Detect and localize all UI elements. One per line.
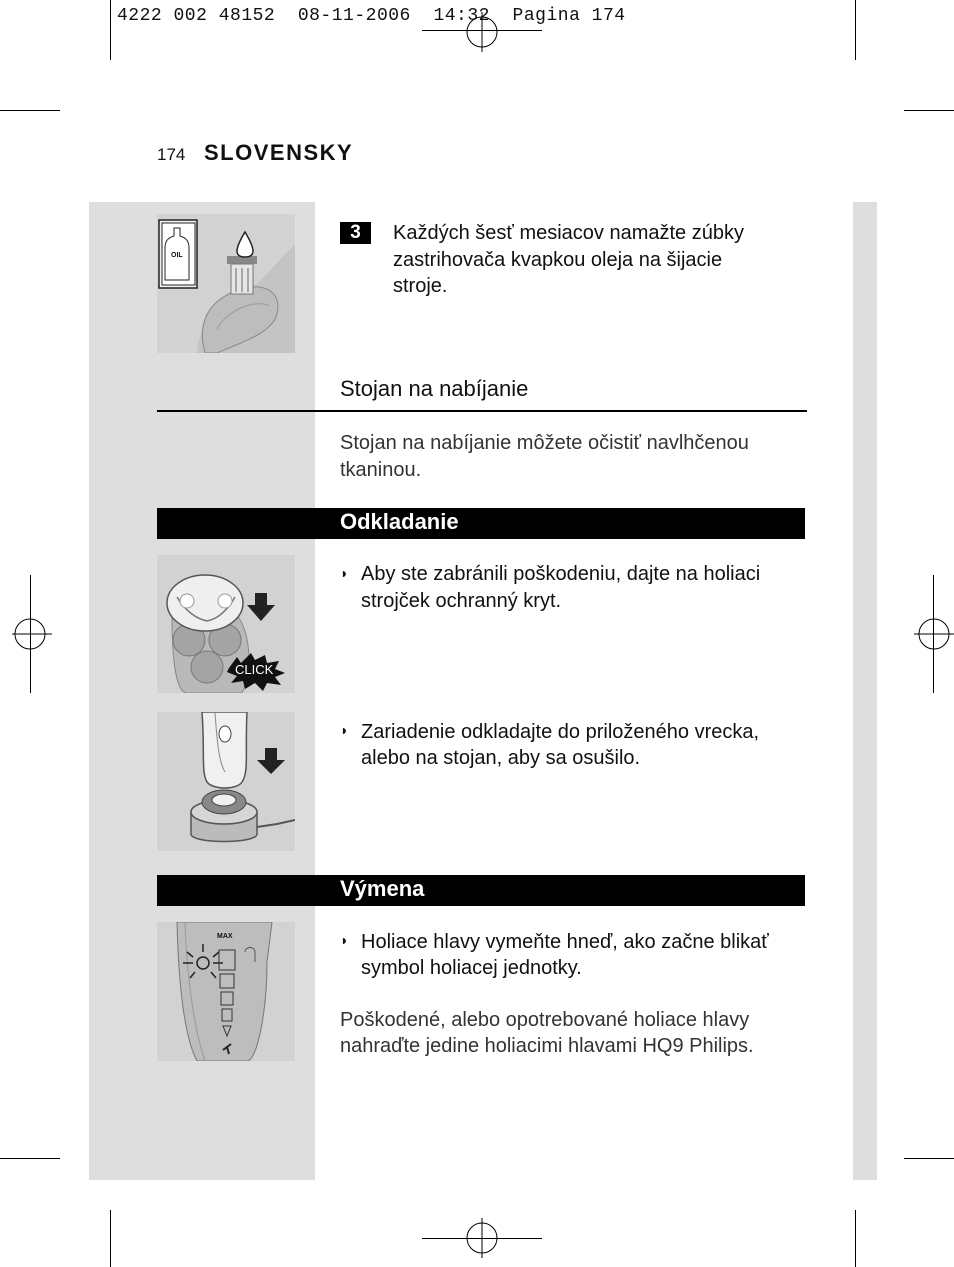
language-heading: SLOVENSKY <box>204 140 354 165</box>
step-number-badge: 3 <box>340 222 371 244</box>
registration-mark-left-icon <box>12 614 52 654</box>
replacement-para-line-1: Poškodené, alebo opotrebované holiace hlavy <box>340 1009 750 1031</box>
replacement-section-heading: Výmena <box>340 876 425 901</box>
oil-bottle-label: OIL <box>171 252 183 259</box>
storage-bullet-2-line-2: alebo na stojan, aby sa osušilo. <box>361 747 641 769</box>
stand-text-line-2: tkaninou. <box>340 459 422 481</box>
print-slug: 4222 002 48152 08-11-2006 14:32 Pagina 174 <box>117 6 626 26</box>
storage-bullet-2-line-1: Zariadenie odkladajte do priloženého vrecka, <box>361 721 760 743</box>
storage-section-bar <box>157 508 805 539</box>
registration-mark-top-icon <box>462 12 502 52</box>
step-3-text-line-3: stroje. <box>393 275 448 297</box>
click-label: CLICK <box>235 662 274 677</box>
protection-cap-illustration <box>157 555 295 693</box>
bullet-icon: ◗ <box>340 932 349 948</box>
max-label: MAX <box>217 933 233 940</box>
oil-trimmer-illustration <box>157 214 295 353</box>
right-margin-strip <box>853 202 877 1180</box>
registration-mark-right-icon <box>914 614 954 654</box>
shaving-unit-symbol-illustration <box>157 922 295 1061</box>
stand-storage-illustration <box>157 712 295 851</box>
stand-section-heading: Stojan na nabíjanie <box>340 376 529 401</box>
bullet-icon: ◗ <box>340 722 349 738</box>
replacement-bullet-line-1: Holiace hlavy vymeňte hneď, ako začne blikať <box>361 931 769 953</box>
storage-bullet-1-line-1: Aby ste zabránili poškodeniu, dajte na holiaci <box>361 563 761 585</box>
storage-section-heading: Odkladanie <box>340 509 459 534</box>
bullet-icon: ◗ <box>340 565 349 581</box>
stand-text-line-1: Stojan na nabíjanie môžete očistiť navlhčenou <box>340 432 749 454</box>
registration-mark-bottom-icon <box>462 1218 502 1258</box>
storage-bullet-1-line-2: strojček ochranný kryt. <box>361 590 562 612</box>
replacement-section-bar <box>157 875 805 906</box>
replacement-para-line-2: nahraďte jedine holiacimi hlavami HQ9 Philips. <box>340 1035 754 1057</box>
replacement-bullet-line-2: symbol holiacej jednotky. <box>361 957 582 979</box>
page-number: 174 <box>157 145 186 164</box>
section-divider <box>157 410 807 412</box>
step-3-text-line-1: Každých šesť mesiacov namažte zúbky <box>393 222 744 244</box>
step-3-text-line-2: zastrihovača kvapkou oleja na šijacie <box>393 249 723 271</box>
